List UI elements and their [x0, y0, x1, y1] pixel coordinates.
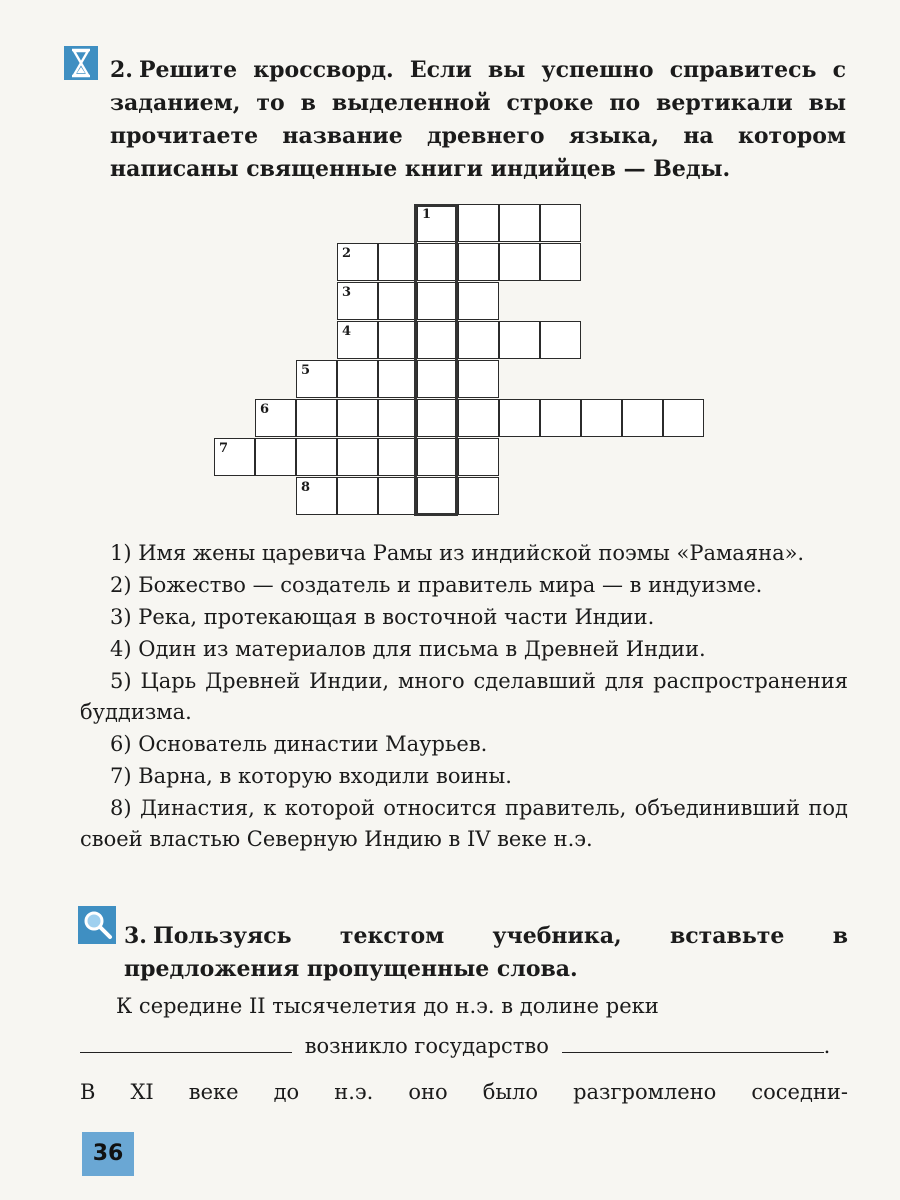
task-3 — [124, 920, 848, 986]
crossword-cell[interactable] — [458, 477, 499, 515]
crossword-cell[interactable] — [378, 360, 419, 398]
crossword-cell[interactable] — [337, 477, 378, 515]
clue-number: 1 — [422, 207, 432, 222]
crossword-cell[interactable] — [499, 399, 540, 437]
fill-in-text-2: возникло государство — [304, 1034, 549, 1058]
clue-number: 6 — [260, 402, 270, 417]
crossword-cell[interactable] — [458, 399, 499, 437]
crossword-cell[interactable] — [417, 399, 458, 437]
crossword-cell[interactable] — [296, 360, 337, 398]
crossword-cell[interactable] — [581, 399, 622, 437]
crossword-cell[interactable] — [499, 321, 540, 359]
crossword-cell[interactable] — [255, 438, 296, 476]
clue-number: 5 — [301, 363, 311, 378]
crossword-cell[interactable] — [417, 282, 458, 320]
clue-number: 8 — [301, 480, 311, 495]
crossword-cell[interactable] — [378, 321, 419, 359]
crossword-cell[interactable] — [296, 477, 337, 515]
crossword-cell[interactable] — [499, 243, 540, 281]
crossword-cell[interactable] — [417, 360, 458, 398]
task-3-text — [124, 920, 848, 986]
clue-6: 6) Основатель династии Маурьев. — [110, 732, 488, 756]
task-3-body: Пользуясь текстом учебника, вставьте в предложения пропущенные слова. — [124, 923, 848, 982]
fill-in-period: . — [823, 1034, 831, 1058]
task-2-body: Решите кроссворд. Если вы успешно справитесь с заданием, то в выделенной строке по вертикали вы прочитаете название древнего языка, на котором написаны священные книги индийцев — Веды. — [110, 57, 846, 182]
crossword-cell[interactable] — [337, 282, 378, 320]
crossword-cell[interactable] — [214, 438, 255, 476]
task-2 — [110, 54, 846, 186]
task-3-number: 3. — [124, 923, 147, 949]
clue-1: 1) Имя жены царевича Рамы из индийской поэмы «Рамаяна». — [110, 541, 805, 565]
clue-5: 5) Царь Древней Индии, много сделавший для распространения буддизма. — [80, 669, 848, 724]
crossword-cell[interactable] — [378, 282, 419, 320]
answer-blank-state[interactable] — [562, 1032, 824, 1053]
crossword-cell[interactable] — [458, 321, 499, 359]
crossword-cell[interactable] — [296, 399, 337, 437]
clue-3: 3) Река, протекающая в восточной части Индии. — [110, 605, 655, 629]
crossword-cell[interactable] — [378, 438, 419, 476]
crossword-cell[interactable] — [337, 360, 378, 398]
clue-number: 3 — [342, 285, 352, 300]
crossword-cell[interactable] — [417, 438, 458, 476]
fill-in-line-2 — [80, 1030, 848, 1063]
fill-in-line-1 — [80, 990, 848, 1023]
crossword-cell[interactable] — [378, 399, 419, 437]
clue-2: 2) Божество — создатель и правитель мира — в индуизме. — [110, 573, 763, 597]
task-2-number: 2. — [110, 57, 133, 83]
clue-number: 4 — [342, 324, 352, 339]
crossword-cell[interactable] — [296, 438, 337, 476]
crossword-cell[interactable] — [337, 438, 378, 476]
crossword-cell[interactable] — [417, 477, 458, 515]
hourglass-icon — [64, 46, 98, 80]
clue-8: 8) Династия, к которой относится правитель, объединивший под своей властью Северную Индию в IV веке н.э. — [80, 796, 848, 851]
crossword-cell[interactable] — [337, 399, 378, 437]
clue-list — [80, 538, 848, 856]
clue-4: 4) Один из материалов для письма в Древней Индии. — [110, 637, 706, 661]
clue-number: 2 — [342, 246, 352, 261]
crossword-cell[interactable] — [458, 438, 499, 476]
crossword-cell[interactable] — [417, 243, 458, 281]
crossword-cell[interactable] — [540, 321, 581, 359]
fill-in-text-3: В XI веке до н.э. оно было разгромлено соседни- — [80, 1080, 848, 1104]
crossword-cell[interactable] — [458, 243, 499, 281]
fill-in-line-3 — [80, 1076, 848, 1109]
fill-in-text-1: К середине II тысячелетия до н.э. в долине реки — [116, 994, 659, 1018]
crossword-cell[interactable] — [255, 399, 296, 437]
crossword-cell[interactable] — [499, 204, 540, 242]
crossword-cell[interactable] — [417, 321, 458, 359]
crossword-cell[interactable] — [337, 243, 378, 281]
answer-blank-river[interactable] — [80, 1032, 292, 1053]
crossword-cell[interactable] — [540, 399, 581, 437]
crossword-cell[interactable] — [458, 282, 499, 320]
magnifier-icon — [78, 906, 116, 944]
crossword-cell[interactable] — [458, 360, 499, 398]
crossword-cell[interactable] — [378, 243, 419, 281]
crossword-cell[interactable] — [540, 204, 581, 242]
task-2-text — [110, 54, 846, 186]
clue-7: 7) Варна, в которую входили воины. — [110, 764, 512, 788]
page-number: 36 — [82, 1132, 134, 1176]
crossword-cell[interactable] — [417, 204, 458, 242]
crossword-cell[interactable] — [622, 399, 663, 437]
crossword-cell[interactable] — [337, 321, 378, 359]
crossword-cell[interactable] — [540, 243, 581, 281]
crossword-cell[interactable] — [378, 477, 419, 515]
crossword-cell[interactable] — [663, 399, 704, 437]
crossword-cell[interactable] — [458, 204, 499, 242]
clue-number: 7 — [219, 441, 229, 456]
